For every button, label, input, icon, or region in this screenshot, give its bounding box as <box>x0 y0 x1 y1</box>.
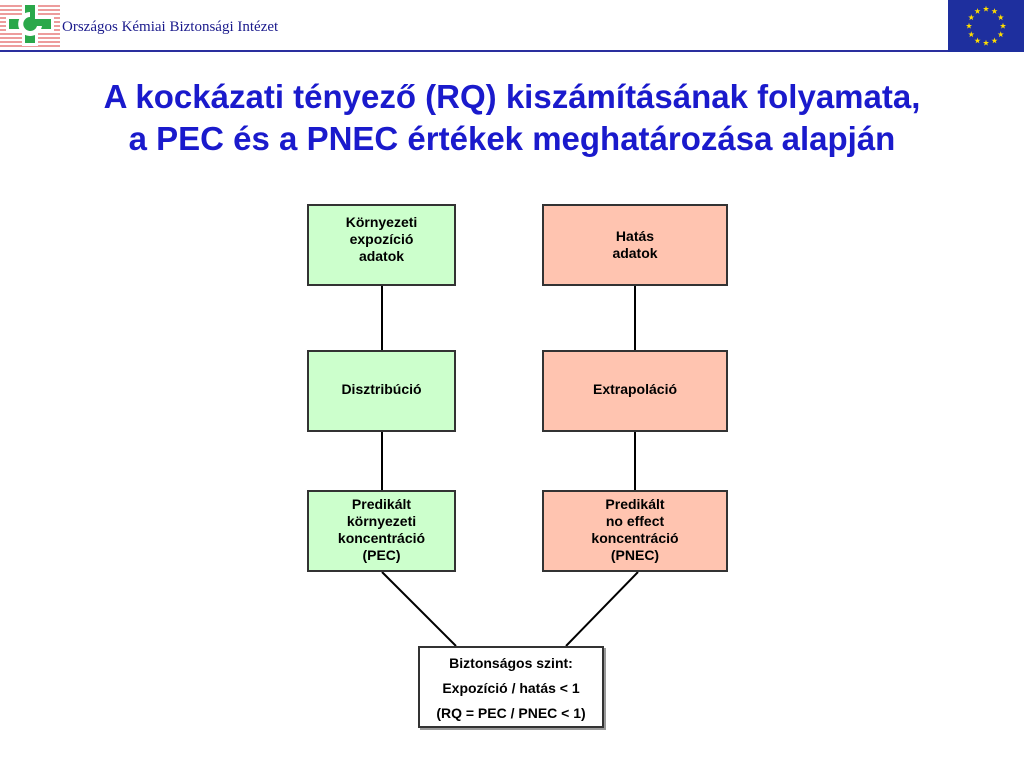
title-line-2: a PEC és a PNEC értékek meghatározása alapján <box>128 120 896 157</box>
header-divider <box>0 50 948 52</box>
connector-pnec-safety <box>566 572 638 646</box>
organization-name: Országos Kémiai Biztonsági Intézet <box>62 19 279 35</box>
box-label-line: Extrapoláció <box>592 381 678 397</box>
cross-logo-icon <box>0 0 60 50</box>
safety-level-box <box>418 646 604 728</box>
box-label-line: koncentráció <box>337 530 426 546</box>
eu-flag-icon <box>948 0 1024 52</box>
box-label-line: Környezeti <box>345 214 418 230</box>
connector-pec-safety <box>382 572 456 646</box>
effect-data-box <box>542 204 728 286</box>
box-label-line: Disztribúció <box>341 381 422 397</box>
title-line-1: A kockázati tényező (RQ) kiszámításának folyamata, <box>103 78 921 115</box>
box-label-line: no effect <box>605 513 665 529</box>
box-label-line: koncentráció <box>591 530 679 546</box>
box-label-line: (PNEC) <box>610 547 660 563</box>
box-label-line: adatok <box>358 248 405 264</box>
box-label-line: adatok <box>612 245 658 261</box>
box-label-line: (PEC) <box>362 547 401 563</box>
box-label-line: Hatás <box>615 228 655 244</box>
box-label-line: környezeti <box>346 513 417 529</box>
box-label-line: Expozíció / hatás < 1 <box>442 680 580 696</box>
box-label-line: Predikált <box>351 496 412 512</box>
extrapolation-box <box>542 350 728 432</box>
env-exposure-data-box <box>307 204 456 286</box>
box-label-line: Biztonságos szint: <box>449 655 573 671</box>
page-title <box>0 76 1024 160</box>
box-label-line: expozíció <box>349 231 414 247</box>
box-label-line: Predikált <box>605 496 665 512</box>
box-label-line: (RQ = PEC / PNEC < 1) <box>436 705 586 721</box>
header <box>0 0 1024 52</box>
pec-box <box>307 490 456 572</box>
distribution-box <box>307 350 456 432</box>
pnec-box <box>542 490 728 572</box>
